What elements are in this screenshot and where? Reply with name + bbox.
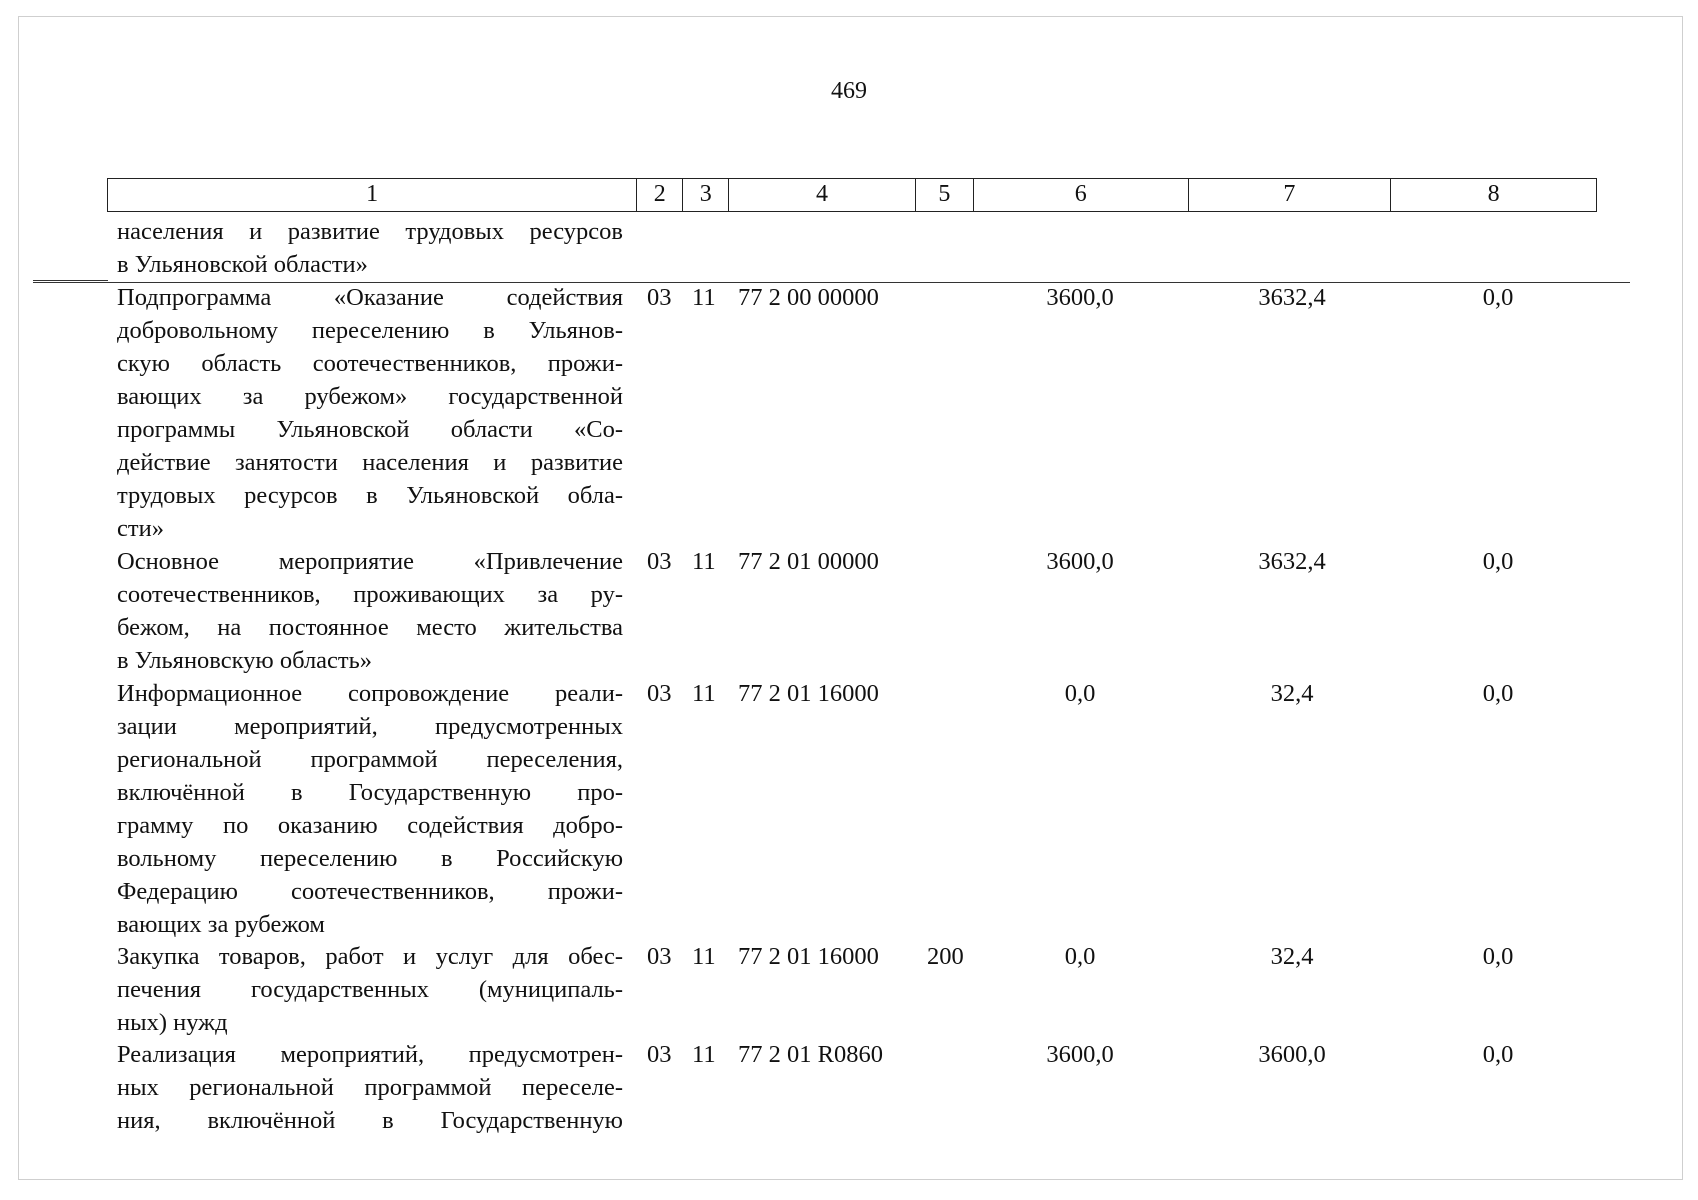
header-cell-3: 3 (683, 179, 729, 211)
description-line: вающих за рубежом» государственной (117, 383, 623, 410)
header-cell-1: 1 (108, 179, 637, 211)
cell-amount-6: 0,0 (1064, 680, 1096, 707)
description-line: Федерацию соотечественников, прожи- (117, 878, 623, 905)
cell-target-code: 77 2 00 00000 (738, 284, 879, 311)
description-line: трудовых ресурсов в Ульяновской обла- (117, 482, 623, 509)
cell-amount-8: 0,0 (1482, 680, 1514, 707)
cell-amount-7: 3632,4 (1258, 548, 1326, 575)
description-line: печения государственных (муниципаль- (117, 976, 623, 1003)
description-line: Основное мероприятие «Привлечение (117, 548, 623, 575)
cell-section: 03 (647, 680, 672, 707)
table-header-row (107, 178, 1597, 212)
cell-amount-6: 3600,0 (1046, 1041, 1114, 1068)
description-line: ния, включённой в Государственную (117, 1107, 623, 1134)
cell-amount-7: 32,4 (1270, 943, 1314, 970)
description-line: в Ульяновской области» (117, 251, 368, 278)
cell-amount-8: 0,0 (1482, 1041, 1514, 1068)
row-description (117, 545, 623, 677)
description-line: Подпрограмма «Оказание содействия (117, 284, 623, 311)
header-cell-2: 2 (637, 179, 683, 211)
description-line: вольному переселению в Российскую (117, 845, 623, 872)
cell-amount-7: 3632,4 (1258, 284, 1326, 311)
cell-section: 03 (647, 943, 672, 970)
row-description (117, 1038, 623, 1137)
header-cell-4: 4 (729, 179, 916, 211)
cell-amount-7: 32,4 (1270, 680, 1314, 707)
cell-amount-7: 3600,0 (1258, 1041, 1326, 1068)
cell-section: 03 (647, 284, 672, 311)
description-line: бежом, на постоянное место жительства (117, 614, 623, 641)
description-line: ных региональной программой переселе- (117, 1074, 623, 1101)
cell-subsection: 11 (692, 548, 716, 575)
row-description (117, 940, 623, 1039)
cell-subsection: 11 (692, 1041, 716, 1068)
header-cell-7: 7 (1189, 179, 1392, 211)
cell-amount-6: 0,0 (1064, 943, 1096, 970)
cell-amount-6: 3600,0 (1046, 548, 1114, 575)
description-line: вающих за рубежом (117, 911, 325, 938)
cell-target-code: 77 2 01 16000 (738, 943, 879, 970)
page-number: 469 (831, 78, 867, 104)
header-cell-6: 6 (974, 179, 1189, 211)
cell-subsection: 11 (692, 943, 716, 970)
cell-target-code: 77 2 01 00000 (738, 548, 879, 575)
cell-target-code: 77 2 01 R0860 (738, 1041, 883, 1068)
description-line: скую область соотечественников, прожи- (117, 350, 623, 377)
margin-mark (33, 280, 108, 281)
description-line: Информационное сопровождение реали- (117, 680, 623, 707)
description-line: программы Ульяновской области «Со- (117, 416, 623, 443)
header-cell-8: 8 (1487, 181, 1500, 207)
description-line: региональной программой переселения, (117, 746, 623, 773)
cell-subsection: 11 (692, 284, 716, 311)
description-line: Реализация мероприятий, предусмотрен- (117, 1041, 623, 1068)
row-description (117, 677, 623, 941)
cell-section: 03 (647, 548, 672, 575)
description-line: населения и развитие трудовых ресурсов (117, 218, 623, 245)
cell-amount-6: 3600,0 (1046, 284, 1114, 311)
cell-target-code: 77 2 01 16000 (738, 680, 879, 707)
cell-expense-type: 200 (927, 943, 964, 970)
description-line: ных) нужд (117, 1009, 228, 1036)
description-line: соотечественников, проживающих за ру- (117, 581, 623, 608)
cell-amount-8: 0,0 (1482, 548, 1514, 575)
continuation-description (117, 215, 623, 281)
cell-amount-8: 0,0 (1482, 943, 1514, 970)
description-line: включённой в Государственную про- (117, 779, 623, 806)
cell-subsection: 11 (692, 680, 716, 707)
cell-amount-8: 0,0 (1482, 284, 1514, 311)
description-line: сти» (117, 515, 164, 542)
description-line: действие занятости населения и развитие (117, 449, 623, 476)
description-line: грамму по оказанию содействия добро- (117, 812, 623, 839)
description-line: Закупка товаров, работ и услуг для обес- (117, 943, 623, 970)
row-description (117, 281, 623, 545)
description-line: в Ульяновскую область» (117, 647, 373, 674)
cell-section: 03 (647, 1041, 672, 1068)
description-line: добровольному переселению в Ульянов- (117, 317, 623, 344)
header-cell-5: 5 (916, 179, 974, 211)
description-line: зации мероприятий, предусмотренных (117, 713, 623, 740)
